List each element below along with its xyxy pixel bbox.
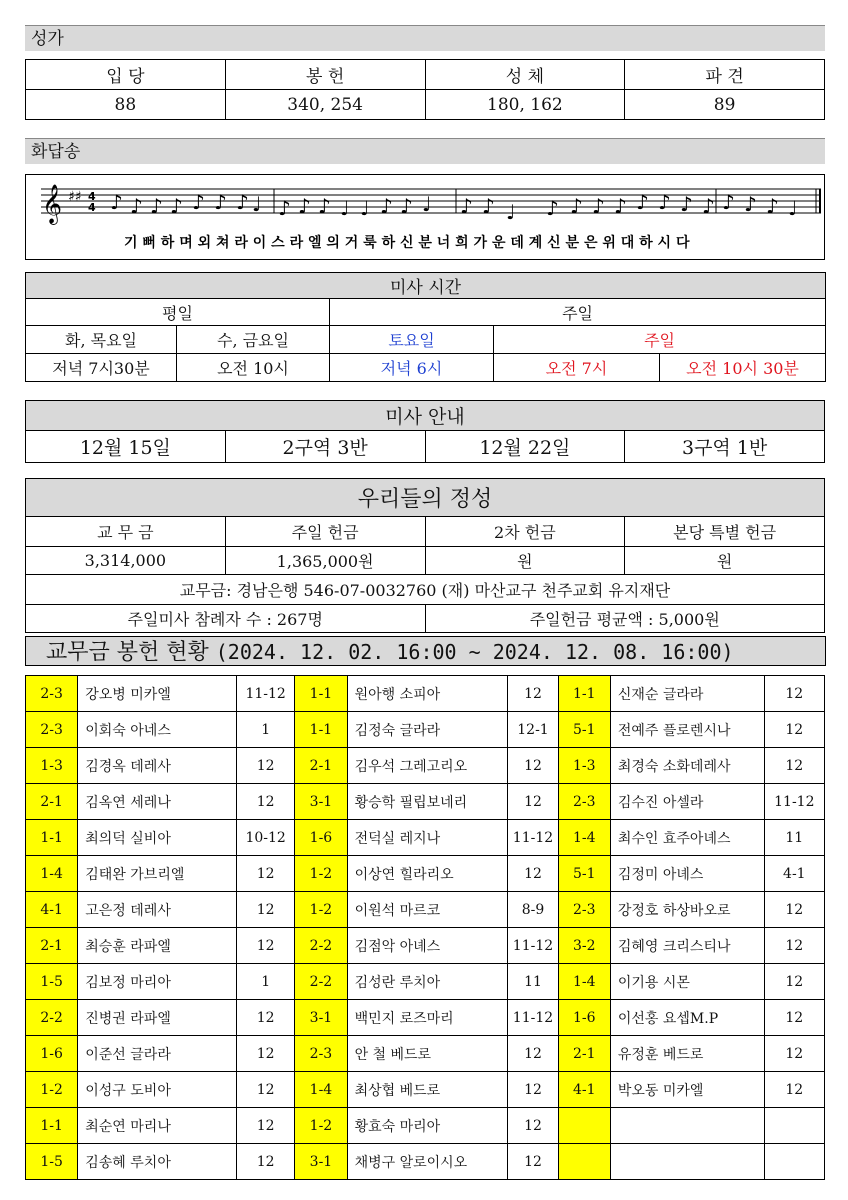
offering-value: 3,314,000 (26, 547, 226, 575)
svg-text:♪: ♪ (614, 194, 627, 218)
svg-text:♪: ♪ (482, 194, 495, 218)
table-row (26, 1036, 825, 1072)
list-period: (2024. 12. 02. 16:00 ~ 2024. 12. 08. 16:00) (215, 640, 734, 664)
offering-list (25, 675, 825, 1180)
group-cell: 2-1 (26, 784, 78, 820)
mass-time-title: 미사 시간 (26, 273, 826, 299)
month-cell: 10-12 (237, 820, 295, 856)
member-name: 최의덕 실비아 (78, 820, 237, 856)
member-name: 최상협 베드로 (347, 1072, 508, 1108)
member-name: 김성란 루치아 (347, 964, 508, 1000)
group-cell: 1-5 (26, 964, 78, 1000)
sunday-group-label: 주일 (330, 299, 826, 326)
table-row (26, 676, 825, 712)
member-name: 김점악 아녜스 (347, 928, 508, 964)
group-cell: 2-3 (558, 784, 610, 820)
group-cell: 4-1 (558, 1072, 610, 1108)
member-name: 원아행 소피아 (347, 676, 508, 712)
group-cell: 1-6 (26, 1036, 78, 1072)
group-cell: 1-6 (558, 1000, 610, 1036)
guide-group-2: 3구역 1반 (625, 431, 825, 463)
month-cell: 12 (764, 892, 824, 928)
group-cell: 1-4 (558, 964, 610, 1000)
month-cell: 1 (237, 712, 295, 748)
sunday-time-early: 오전 7시 (494, 354, 660, 382)
group-cell: 3-1 (295, 1000, 347, 1036)
mass-guide-title: 미사 안내 (26, 401, 825, 431)
group-cell: 2-2 (295, 928, 347, 964)
member-name: 김옥연 세레나 (78, 784, 237, 820)
member-name: 이상연 힐라리오 (347, 856, 508, 892)
svg-text:♪: ♪ (570, 194, 583, 218)
weekday-label: 평일 (26, 299, 330, 326)
sunday-label: 주일 (494, 326, 826, 354)
group-cell: 2-3 (558, 892, 610, 928)
group-cell: 4-1 (26, 892, 78, 928)
svg-text:♪: ♪ (110, 190, 123, 214)
svg-text:♪: ♪ (192, 190, 205, 214)
month-cell: 12 (764, 748, 824, 784)
member-name: 신재순 글라라 (610, 676, 764, 712)
treble-clef-icon: 𝄞 (42, 184, 63, 224)
wed-fri-label: 수, 금요일 (177, 326, 330, 354)
month-cell: 11-12 (508, 1000, 558, 1036)
group-cell: 1-2 (295, 892, 347, 928)
group-cell: 3-2 (558, 928, 610, 964)
month-cell: 11-12 (508, 820, 558, 856)
table-row (26, 928, 825, 964)
choir-header: 파 견 (625, 60, 825, 90)
bank-account: 교무금: 경남은행 546-07-0032760 (재) 마산교구 천주교회 유지재단 (26, 575, 825, 605)
guide-date-1: 12월 15일 (26, 431, 226, 463)
month-cell (764, 1144, 824, 1180)
group-cell: 1-1 (26, 820, 78, 856)
svg-text:♪: ♪ (722, 190, 735, 214)
svg-text:4: 4 (88, 190, 96, 203)
member-name: 유정훈 베드로 (610, 1036, 764, 1072)
member-name: 전덕실 레지나 (347, 820, 508, 856)
month-cell: 12 (237, 748, 295, 784)
psalm-section (25, 138, 825, 260)
member-name: 김수진 아셀라 (610, 784, 764, 820)
psalm-lyrics: 기 뻐 하 며 외 쳐 라 이 스 라 엘 의 거 룩 하 신 분 너 희 가 운 데 계 신 분 은 위 대 하 시 다 (124, 235, 690, 251)
month-cell: 12 (764, 676, 824, 712)
member-name: 최경숙 소화데레사 (610, 748, 764, 784)
member-name: 이기용 시몬 (610, 964, 764, 1000)
svg-text:♪: ♪ (236, 190, 249, 214)
offering-list-table (25, 675, 825, 1180)
tue-thu-label: 화, 목요일 (26, 326, 177, 354)
svg-text:♪: ♪ (130, 194, 143, 218)
svg-text:♪: ♪ (546, 196, 559, 220)
offering-header: 본당 특별 헌금 (625, 517, 825, 547)
member-name (610, 1108, 764, 1144)
choir-title: 성가 (25, 25, 825, 51)
month-cell: 12 (237, 1000, 295, 1036)
member-name: 황효숙 마리아 (347, 1108, 508, 1144)
member-name: 이성구 도비아 (78, 1072, 237, 1108)
group-cell: 1-3 (26, 748, 78, 784)
offering-header: 2차 헌금 (425, 517, 625, 547)
svg-text:♪: ♪ (636, 190, 649, 214)
member-name: 이선홍 요셉M.P (610, 1000, 764, 1036)
month-cell: 12 (237, 1108, 295, 1144)
svg-text:♩: ♩ (506, 200, 516, 224)
svg-text:♪: ♪ (680, 192, 693, 216)
choir-value: 340, 254 (225, 90, 425, 120)
svg-text:♪: ♪ (170, 194, 183, 218)
table-row (26, 748, 825, 784)
member-name: 최순연 마리나 (78, 1108, 237, 1144)
choir-header: 성 체 (425, 60, 625, 90)
table-row (26, 964, 825, 1000)
group-cell: 2-1 (295, 748, 347, 784)
month-cell: 12 (237, 1144, 295, 1180)
mass-time-section (25, 272, 825, 382)
member-name: 김정숙 글라라 (347, 712, 508, 748)
member-name: 김경옥 데레사 (78, 748, 237, 784)
month-cell: 12 (764, 1036, 824, 1072)
member-name: 김태완 가브리엘 (78, 856, 237, 892)
group-cell: 2-3 (26, 712, 78, 748)
group-cell: 1-4 (295, 1072, 347, 1108)
table-row (26, 820, 825, 856)
offering-table (25, 478, 825, 633)
month-cell: 12 (237, 1072, 295, 1108)
table-row (26, 1108, 825, 1144)
member-name: 이회숙 아네스 (78, 712, 237, 748)
staff-notation (26, 175, 824, 259)
choir-header: 봉 헌 (225, 60, 425, 90)
group-cell: 3-1 (295, 1144, 347, 1180)
wed-fri-time: 오전 10시 (177, 354, 330, 382)
month-cell: 11-12 (764, 784, 824, 820)
group-cell: 1-3 (558, 748, 610, 784)
svg-text:♪: ♪ (744, 192, 757, 216)
month-cell: 12 (237, 784, 295, 820)
psalm-title: 화답송 (25, 138, 825, 164)
list-title-bar (25, 636, 826, 666)
mass-time-table (25, 272, 826, 382)
offering-header: 주일 헌금 (225, 517, 425, 547)
svg-text:♪: ♪ (278, 196, 291, 220)
guide-date-2: 12월 22일 (425, 431, 625, 463)
group-cell: 1-1 (26, 1108, 78, 1144)
group-cell: 1-1 (295, 712, 347, 748)
mass-guide-section (25, 400, 825, 463)
group-cell: 1-1 (295, 676, 347, 712)
member-name: 박오동 미카엘 (610, 1072, 764, 1108)
month-cell: 12 (764, 712, 824, 748)
month-cell: 12-1 (508, 712, 558, 748)
group-cell: 1-5 (26, 1144, 78, 1180)
member-name: 김보정 마리아 (78, 964, 237, 1000)
group-cell: 2-1 (558, 1036, 610, 1072)
tue-thu-time: 저녁 7시30분 (26, 354, 177, 382)
month-cell: 12 (508, 1144, 558, 1180)
svg-text:♪: ♪ (214, 190, 227, 214)
member-name: 이준선 글라라 (78, 1036, 237, 1072)
group-cell: 1-4 (26, 856, 78, 892)
group-cell: 2-3 (26, 676, 78, 712)
member-name: 김송혜 루치아 (78, 1144, 237, 1180)
month-cell: 12 (508, 1072, 558, 1108)
choir-value: 89 (625, 90, 825, 120)
month-cell: 4-1 (764, 856, 824, 892)
member-name: 전예주 플로렌시나 (610, 712, 764, 748)
svg-text:♪: ♪ (592, 194, 605, 218)
month-cell: 12 (508, 784, 558, 820)
choir-table (25, 59, 825, 120)
member-name: 최수인 효주아녜스 (610, 820, 764, 856)
svg-text:♪: ♪ (380, 194, 393, 218)
music-score (25, 174, 825, 260)
table-row (26, 1144, 825, 1180)
group-cell: 1-2 (26, 1072, 78, 1108)
month-cell: 12 (237, 928, 295, 964)
svg-text:♪: ♪ (150, 194, 163, 218)
svg-text:♪: ♪ (460, 194, 473, 218)
offering-header: 교 무 금 (26, 517, 226, 547)
month-cell: 12 (508, 676, 558, 712)
month-cell: 12 (237, 1036, 295, 1072)
svg-text:♩: ♩ (422, 192, 432, 216)
member-name: 김혜영 크리스티나 (610, 928, 764, 964)
svg-text:♪: ♪ (658, 190, 671, 214)
svg-text:♪: ♪ (298, 194, 311, 218)
group-cell: 1-4 (558, 820, 610, 856)
member-name: 이원석 마르코 (347, 892, 508, 928)
svg-text:♩: ♩ (252, 192, 262, 216)
choir-value: 88 (26, 90, 226, 120)
svg-text:♩: ♩ (360, 196, 370, 220)
sunday-time-late: 오전 10시 30분 (660, 354, 826, 382)
list-title: 교무금 봉헌 현황 (46, 640, 209, 665)
table-row (26, 1000, 825, 1036)
month-cell: 11-12 (237, 676, 295, 712)
group-cell: 1-2 (295, 856, 347, 892)
choir-value: 180, 162 (425, 90, 625, 120)
month-cell: 12 (508, 748, 558, 784)
table-row (26, 784, 825, 820)
saturday-time: 저녁 6시 (330, 354, 494, 382)
month-cell: 12 (764, 964, 824, 1000)
attendance-count: 주일미사 참례자 수 : 267명 (26, 605, 426, 633)
group-cell: 1-2 (295, 1108, 347, 1144)
choir-section (25, 25, 825, 120)
average-offering: 주일헌금 평균액 : 5,000원 (425, 605, 825, 633)
member-name: 김우석 그레고리오 (347, 748, 508, 784)
month-cell: 12 (508, 1036, 558, 1072)
member-name: 백민지 로즈마리 (347, 1000, 508, 1036)
month-cell: 11-12 (508, 928, 558, 964)
svg-text:♯♯: ♯♯ (68, 189, 82, 205)
month-cell (764, 1108, 824, 1144)
group-cell: 5-1 (558, 712, 610, 748)
group-cell (558, 1108, 610, 1144)
table-row (26, 892, 825, 928)
month-cell: 12 (764, 1000, 824, 1036)
offering-title: 우리들의 정성 (26, 479, 825, 517)
group-cell: 2-2 (295, 964, 347, 1000)
month-cell: 12 (764, 1072, 824, 1108)
member-name: 채병구 알로이시오 (347, 1144, 508, 1180)
month-cell: 12 (237, 892, 295, 928)
svg-text:♩: ♩ (340, 196, 350, 220)
month-cell: 11 (764, 820, 824, 856)
month-cell: 12 (237, 856, 295, 892)
member-name: 진병권 라파엘 (78, 1000, 237, 1036)
svg-text:♪: ♪ (318, 194, 331, 218)
member-name: 안 철 베드로 (347, 1036, 508, 1072)
offering-section (25, 478, 825, 633)
choir-header: 입 당 (26, 60, 226, 90)
month-cell: 8-9 (508, 892, 558, 928)
group-cell: 2-3 (295, 1036, 347, 1072)
group-cell (558, 1144, 610, 1180)
month-cell: 11 (508, 964, 558, 1000)
group-cell: 1-6 (295, 820, 347, 856)
mass-guide-table (25, 400, 825, 463)
table-row (26, 712, 825, 748)
group-cell: 2-2 (26, 1000, 78, 1036)
member-name: 강정호 하상바오로 (610, 892, 764, 928)
member-name: 황승학 필립보네리 (347, 784, 508, 820)
svg-text:♩: ♩ (788, 196, 798, 220)
month-cell: 12 (508, 1108, 558, 1144)
table-row (26, 1072, 825, 1108)
member-name: 최승훈 라파엘 (78, 928, 237, 964)
group-cell: 2-1 (26, 928, 78, 964)
svg-text:♪: ♪ (400, 194, 413, 218)
svg-text:4: 4 (88, 201, 96, 214)
group-cell: 1-1 (558, 676, 610, 712)
offering-value: 원 (625, 547, 825, 575)
month-cell: 1 (237, 964, 295, 1000)
guide-group-1: 2구역 3반 (225, 431, 425, 463)
svg-text:♪: ♪ (766, 194, 779, 218)
table-row (26, 856, 825, 892)
svg-text:♪: ♪ (702, 194, 715, 218)
member-name: 강오병 미카엘 (78, 676, 237, 712)
offering-value: 1,365,000원 (225, 547, 425, 575)
month-cell: 12 (508, 856, 558, 892)
month-cell: 12 (764, 928, 824, 964)
group-cell: 5-1 (558, 856, 610, 892)
offering-value: 원 (425, 547, 625, 575)
member-name: 고은정 데레사 (78, 892, 237, 928)
saturday-label: 토요일 (330, 326, 494, 354)
member-name: 김정미 아녜스 (610, 856, 764, 892)
member-name (610, 1144, 764, 1180)
group-cell: 3-1 (295, 784, 347, 820)
